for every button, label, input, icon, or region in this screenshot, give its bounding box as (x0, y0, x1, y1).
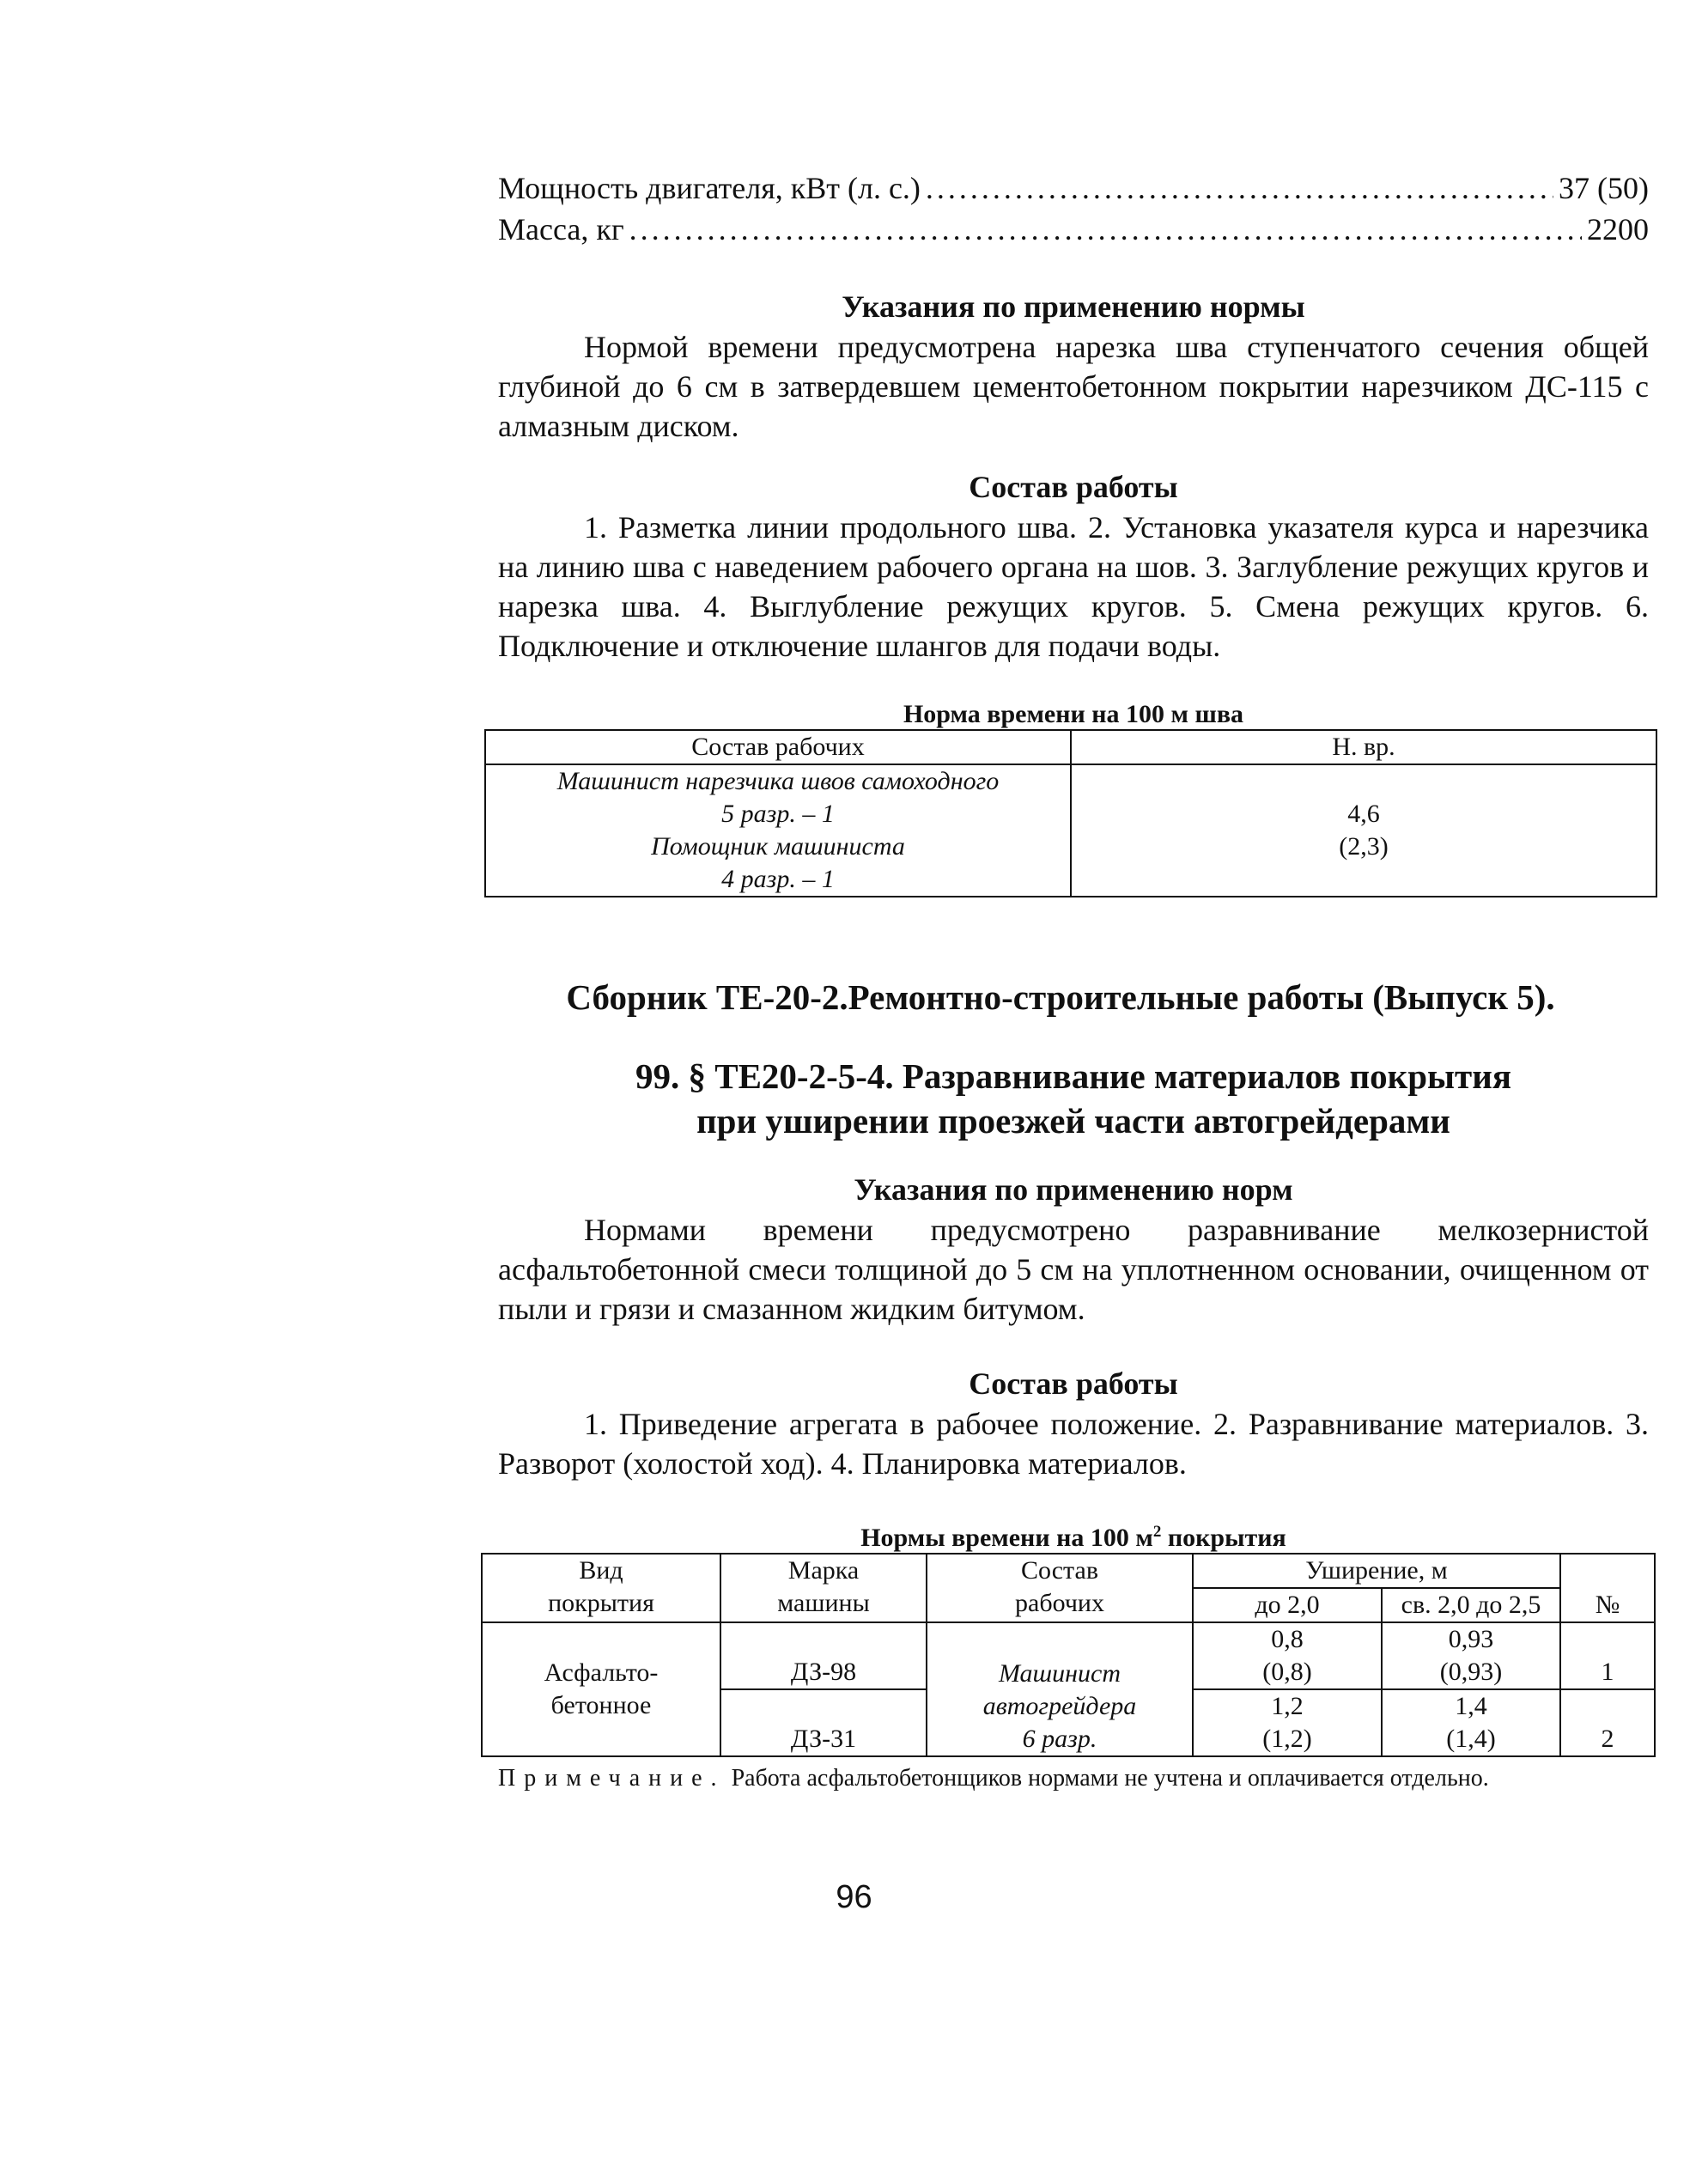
header-line: Состав (1020, 1556, 1099, 1585)
work-heading-2: Состав работы (969, 1366, 1178, 1401)
brand-cell: ДЗ-31 (720, 1689, 927, 1756)
norm-table-1 (484, 729, 1657, 897)
w1-cell (1193, 1689, 1382, 1756)
spec-row-power (498, 167, 1649, 209)
table-header-row (485, 730, 1656, 764)
norm-value-cell (1071, 764, 1656, 897)
header-num: № (1560, 1554, 1655, 1622)
value-paren: (0,8) (1262, 1658, 1312, 1686)
w2-cell (1382, 1622, 1560, 1689)
value-paren: (1,4) (1446, 1725, 1496, 1753)
value: 0,93 (1448, 1625, 1494, 1653)
header-line: Марка (787, 1556, 860, 1585)
note-text: Работа асфальтобетонщиков нормами не учтена и оплачивается отдельно. (725, 1765, 1489, 1792)
caption-tail: покрытия (1161, 1524, 1286, 1552)
worker-line: автогрейдера (982, 1692, 1137, 1720)
value: 1,2 (1271, 1692, 1304, 1720)
workers-cell (927, 1622, 1193, 1756)
spec-row-mass (498, 209, 1649, 250)
guidance-text-2: Нормами времени предусмотрено разравнивание мелкозернистой асфальтобетонной смеси толщиной до 5 см на уплотненном основании, очищенном от пыли и грязи и смазанном жидким битумом. (498, 1213, 1649, 1326)
num-cell: 2 (1560, 1689, 1655, 1756)
header-line: рабочих (1015, 1589, 1104, 1617)
value: 0,8 (1271, 1625, 1304, 1653)
norm-table-2 (481, 1553, 1656, 1757)
norm-value-paren: (2,3) (1339, 832, 1389, 861)
value: 1,4 (1455, 1692, 1487, 1720)
worker-line: Машинист нарезчика швов самоходного (556, 767, 1000, 795)
spec-value: 2200 (1587, 212, 1649, 246)
header-line: покрытия (548, 1589, 654, 1617)
caption-text: Нормы времени на 100 м (860, 1524, 1153, 1552)
spec-label: Масса, кг (498, 212, 624, 246)
workers-cell (485, 764, 1071, 897)
w1-cell (1193, 1622, 1382, 1689)
type-line: Асфальто- (544, 1658, 659, 1687)
worker-line: Помощник машиниста (651, 832, 905, 861)
table-header-row (482, 1554, 1655, 1588)
value-paren: (1,2) (1262, 1725, 1312, 1753)
table-row (485, 764, 1656, 897)
spec-label: Мощность двигателя, кВт (л. с.) (498, 171, 921, 205)
table-caption: Норма времени на 100 м шва (903, 700, 1244, 728)
section-title-line2: при уширении проезжей части автогрейдерами (696, 1101, 1450, 1141)
num-cell: 1 (1560, 1622, 1655, 1689)
brand-cell: ДЗ-98 (720, 1622, 927, 1689)
specs-block (498, 167, 1649, 250)
note (498, 1762, 1649, 1795)
caption-sup: 2 (1152, 1523, 1162, 1541)
page-number: 96 (836, 1879, 872, 1915)
worker-line: 6 разр. (1022, 1725, 1097, 1753)
document-page (498, 167, 1649, 1795)
work-text: 1. Разметка линии продольного шва. 2. Установка указателя курса и нарезчика на линию шва с наведением рабочего органа на шов. 3. Заглубление режущих кругов и нарезка шва. 4. Выглубление режущих кругов. 5. Смена режущих кругов. 6. Подключение и отключение шлангов для подачи воды. (498, 510, 1649, 663)
guidance-heading: Указания по применению нормы (842, 289, 1305, 324)
header-type (482, 1554, 720, 1622)
table-row (482, 1622, 1655, 1689)
note-label: Примечание. (498, 1765, 726, 1792)
norm-value: 4,6 (1347, 800, 1380, 828)
header-norm: Н. вр. (1071, 730, 1656, 764)
worker-line: 4 разр. – 1 (721, 865, 835, 893)
value-paren: (0,93) (1439, 1658, 1503, 1686)
section-title-line1: 99. § ТЕ20-2-5-4. Разравнивание материалов покрытия (635, 1056, 1512, 1096)
spec-value: 37 (50) (1559, 171, 1649, 205)
header-w2: св. 2,0 до 2,5 (1382, 1588, 1560, 1622)
collection-title: Сборник ТЕ-20-2.Ремонтно-строительные работы (Выпуск 5). (566, 977, 1555, 1017)
worker-line: Машинист (998, 1659, 1121, 1688)
w2-cell (1382, 1689, 1560, 1756)
header-workers (927, 1554, 1193, 1622)
header-workers: Состав рабочих (485, 730, 1071, 764)
header-line: Вид (579, 1556, 623, 1585)
header-w1: до 2,0 (1193, 1588, 1382, 1622)
guidance-heading-2: Указания по применению норм (854, 1172, 1293, 1207)
guidance-text: Нормой времени предусмотрена нарезка шва ступенчатого сечения общей глубиной до 6 см в затвердевшем цементобетонном покрытии нарезчиком ДС-115 с алмазным диском. (498, 330, 1649, 443)
type-line: бетонное (550, 1691, 652, 1719)
work-heading: Состав работы (969, 470, 1178, 504)
table-caption-2 (498, 1518, 1649, 1553)
dot-leader (926, 167, 1553, 209)
type-cell (482, 1622, 720, 1756)
header-brand (720, 1554, 927, 1622)
worker-line: 5 разр. – 1 (721, 800, 835, 828)
header-widening: Уширение, м (1193, 1554, 1560, 1588)
work-text-2: 1. Приведение агрегата в рабочее положение. 2. Разравнивание материалов. 3. Разворот (холостой ход). 4. Планировка материалов. (498, 1407, 1649, 1481)
header-line: машины (777, 1589, 870, 1617)
dot-leader (629, 209, 1582, 250)
